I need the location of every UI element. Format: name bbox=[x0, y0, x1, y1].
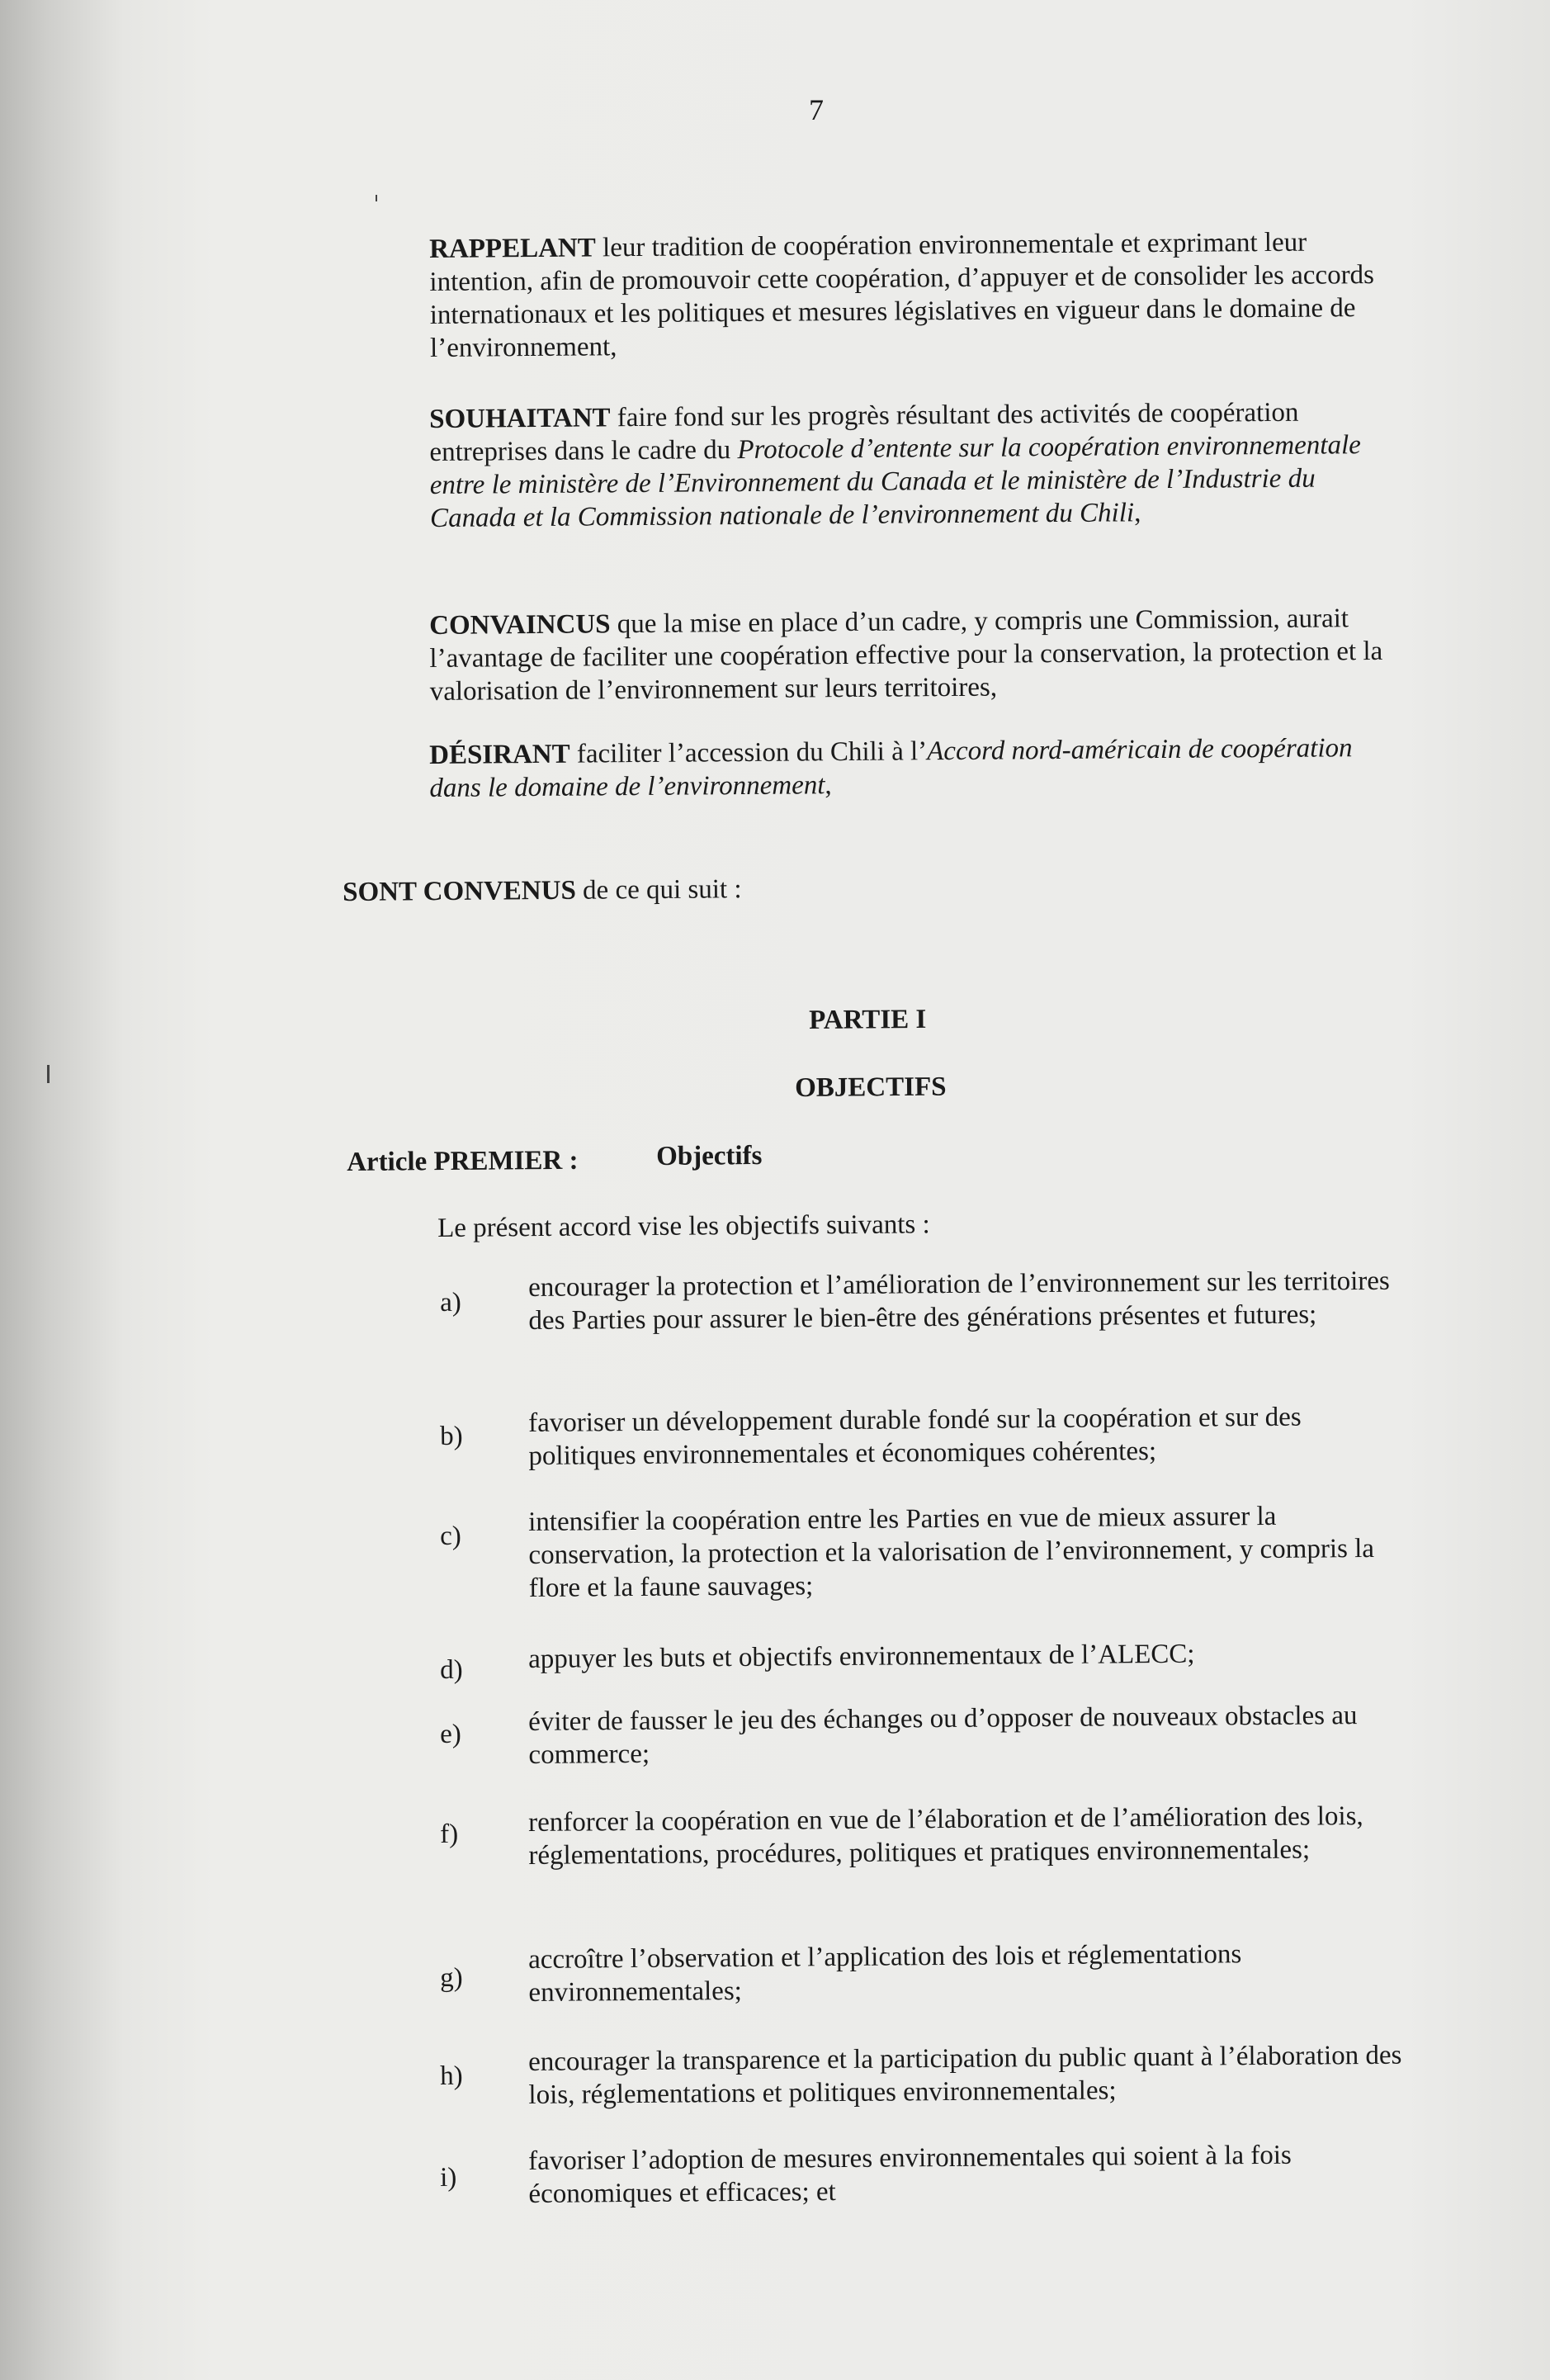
agreement-text: de ce qui suit : bbox=[575, 874, 742, 906]
objective-letter: c) bbox=[440, 1521, 461, 1551]
preamble-text: faciliter l’accession du Chili à l’ bbox=[569, 736, 928, 769]
objective-text: favoriser un développement durable fondé sur la coopération et sur des politiques environnementales et économiques cohérentes; bbox=[528, 1402, 1302, 1471]
preamble-italic-title: Accord nord-américain de coopération dans le domaine de l’environnement bbox=[429, 733, 1353, 803]
preamble-souhaitant bbox=[429, 395, 1396, 535]
scan-margin-mark bbox=[47, 1065, 50, 1083]
objective-letter: d) bbox=[440, 1654, 463, 1685]
objective-letter: g) bbox=[440, 1962, 463, 1993]
article-title: Objectifs bbox=[656, 1140, 763, 1171]
article-intro: Le présent accord vise les objectifs suivants : bbox=[437, 1209, 930, 1243]
preamble-desirant bbox=[429, 731, 1396, 805]
objective-text: renforcer la coopération en vue de l’élaboration et de l’amélioration des lois, réglementations, procédures, politiques et pratiques environnementales; bbox=[528, 1801, 1363, 1871]
objective-text: intensifier la coopération entre les Parties en vue de mieux assurer la conservation, la protection et la valorisation de l’environnement, y compris la flore et la faune sauvages; bbox=[528, 1501, 1375, 1603]
preamble-convaincus bbox=[429, 602, 1396, 708]
objective-letter: a) bbox=[440, 1287, 461, 1318]
objective-text: éviter de fausser le jeu des échanges ou d’opposer de nouveaux obstacles au commerce; bbox=[528, 1701, 1358, 1770]
agreement-lead: SONT CONVENUS bbox=[343, 875, 576, 907]
preamble-italic-title: Protocole d’entente sur la coopération environnementale entre le ministère de l’Environnement du Canada et le ministère de l’Industrie du Canada et la Commission nationale de l’environnement du Chili bbox=[429, 430, 1361, 533]
preamble-text: faire fond sur les progrès résultant des activités de coopération entreprises dans le cadre du bbox=[429, 397, 1299, 467]
preamble-lead: CONVAINCUS bbox=[429, 609, 611, 641]
objective-text: encourager la protection et l’amélioration de l’environnement sur les territoires des Parties pour assurer le bien-être des générations présentes et futures; bbox=[528, 1266, 1390, 1336]
preamble-lead: DÉSIRANT bbox=[429, 739, 570, 770]
preamble-lead: RAPPELANT bbox=[429, 233, 596, 264]
objective-letter: i) bbox=[440, 2162, 457, 2193]
preamble-tail: , bbox=[1133, 498, 1141, 528]
preamble-text: que la mise en place d’un cadre, y compris une Commission, aurait l’avantage de faciliter une coopération effective pour la conservation, la protection et la valorisation de l’environnement sur leurs territoires, bbox=[429, 603, 1383, 707]
objective-letter: f) bbox=[440, 1819, 459, 1849]
preamble-tail: , bbox=[825, 770, 832, 801]
preamble-text: leur tradition de coopération environnementale et exprimant leur intention, afin de promouvoir cette coopération, d’appuyer et de consolider les accords internationaux et les politiques et mesures législatives en vigueur dans le domaine de l’environnement, bbox=[429, 227, 1375, 363]
part-title: PARTIE I bbox=[809, 1004, 927, 1035]
article-label: Article PREMIER : bbox=[347, 1145, 579, 1177]
part-subtitle: OBJECTIFS bbox=[795, 1072, 947, 1103]
objective-text: appuyer les buts et objectifs environnementaux de l’ALECC; bbox=[528, 1639, 1195, 1674]
objective-letter: h) bbox=[440, 2061, 463, 2091]
objective-letter: b) bbox=[440, 1421, 463, 1451]
objective-text: encourager la transparence et la participation du public quant à l’élaboration des lois, réglementations et politiques environnementales; bbox=[528, 2040, 1402, 2110]
preamble-rappelant bbox=[429, 225, 1396, 365]
page-number: 7 bbox=[809, 93, 824, 126]
objective-letter: e) bbox=[440, 1719, 461, 1749]
objective-text: favoriser l’adoption de mesures environnementales qui soient à la fois économiques et efficaces; et bbox=[528, 2140, 1292, 2209]
objective-text: accroître l’observation et l’application des lois et réglementations environnementales; bbox=[528, 1939, 1242, 2008]
agreement-line bbox=[343, 874, 742, 908]
preamble-lead: SOUHAITANT bbox=[429, 403, 611, 434]
scan-dot-mark bbox=[376, 195, 377, 201]
